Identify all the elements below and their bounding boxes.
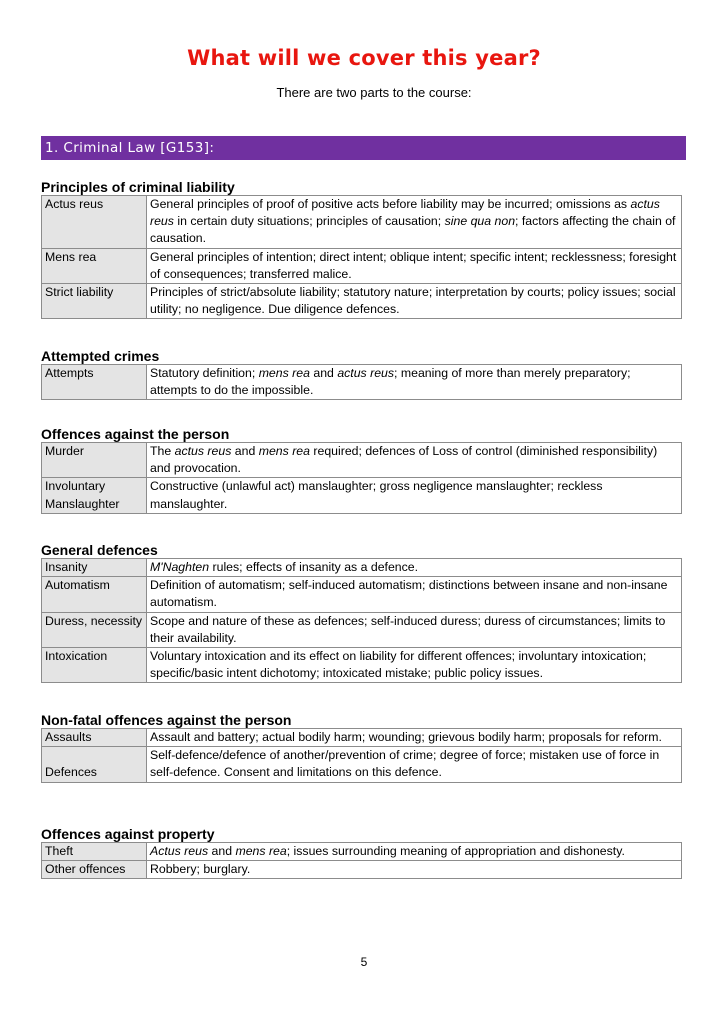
- description-text: Voluntary intoxication and its effect on liability for different offences; involuntary intoxication; specific/basic intent dichotomy; intoxicated mistake; public policy issues.: [150, 649, 647, 681]
- topic-cell: Attempts: [42, 365, 147, 400]
- page-subtitle: There are two parts to the course:: [276, 85, 472, 100]
- topic-table: [41, 842, 682, 879]
- description-text: ; factors affecting the chain of causation.: [150, 214, 676, 246]
- topic-cell: Involuntary Manslaughter: [42, 478, 147, 513]
- topic-table: [41, 195, 682, 319]
- italic-term: actus reus: [174, 444, 232, 458]
- topic-cell: Theft: [42, 843, 147, 861]
- table-row: [42, 861, 682, 879]
- topic-cell: Mens rea: [42, 248, 147, 283]
- description-cell: [147, 648, 682, 683]
- table-row: [42, 443, 682, 478]
- section-3: [41, 542, 686, 683]
- table-row: [42, 365, 682, 400]
- topic-cell: Actus reus: [42, 196, 147, 249]
- table-row: [42, 747, 682, 782]
- italic-term: mens rea: [258, 444, 310, 458]
- topic-cell: Defences: [42, 747, 147, 782]
- section-heading: Offences against property: [41, 826, 215, 842]
- topic-cell: Automatism: [42, 577, 147, 612]
- description-text: Statutory definition;: [150, 366, 259, 380]
- description-cell: [147, 559, 682, 577]
- section-heading: Principles of criminal liability: [41, 179, 235, 195]
- topic-table: [41, 558, 682, 683]
- description-cell: [147, 577, 682, 612]
- table-row: [42, 612, 682, 647]
- topic-cell: Assaults: [42, 729, 147, 747]
- section-2: [41, 426, 686, 514]
- description-cell: [147, 729, 682, 747]
- description-cell: [147, 861, 682, 879]
- description-text: Robbery; burglary.: [150, 862, 251, 877]
- section-heading: Offences against the person: [41, 426, 230, 442]
- italic-term: actus reus: [337, 366, 395, 380]
- topic-table: [41, 364, 682, 400]
- topic-cell: Intoxication: [42, 648, 147, 683]
- description-text: Constructive (unlawful act) manslaughter; gross negligence manslaughter; reckless manslaughter.: [150, 479, 603, 511]
- table-row: [42, 248, 682, 283]
- description-cell: [147, 612, 682, 647]
- description-text: and: [208, 844, 236, 858]
- description-cell: [147, 365, 682, 400]
- description-text: rules; effects of insanity as a defence.: [209, 560, 419, 574]
- section-heading: Non-fatal offences against the person: [41, 712, 292, 728]
- description-cell: [147, 747, 682, 782]
- description-text: and: [309, 366, 338, 380]
- description-cell: [147, 478, 682, 513]
- italic-term: mens rea: [235, 844, 287, 858]
- description-text: The: [150, 444, 175, 458]
- topic-cell: Strict liability: [42, 284, 147, 319]
- description-text: in certain duty situations; principles of causation;: [173, 214, 445, 229]
- description-text: General principles of proof of positive acts before liability may be incurred; omissions as: [150, 197, 631, 211]
- description-text: Principles of strict/absolute liability; statutory nature; interpretation by courts; policy issues; social utility; no negligence. Due diligence defences.: [150, 285, 676, 317]
- description-text: Scope and nature of these as defences; self-induced duress; duress of circumstances; limits to their availability.: [150, 613, 666, 645]
- description-text: General principles of intention; direct intent; oblique intent; specific intent; recklessness; foresight of consequences; transferred malice.: [150, 249, 677, 281]
- table-row: [42, 843, 682, 861]
- table-row: [42, 648, 682, 683]
- italic-term: Actus reus: [150, 844, 209, 858]
- page-title: What will we cover this year?: [187, 46, 541, 70]
- topic-cell: Other offences: [42, 861, 147, 879]
- section-heading: General defences: [41, 542, 158, 558]
- table-row: [42, 478, 682, 513]
- table-row: [42, 559, 682, 577]
- section-5: [41, 826, 686, 879]
- section-heading: Attempted crimes: [41, 348, 160, 364]
- italic-term: mens rea: [258, 366, 310, 380]
- table-row: [42, 196, 682, 249]
- description-cell: [147, 843, 682, 861]
- topic-cell: Murder: [42, 443, 147, 478]
- section-1: [41, 348, 686, 400]
- description-text: ; issues surrounding meaning of appropriation and dishonesty.: [286, 844, 625, 858]
- description-cell: [147, 196, 682, 249]
- section-banner-criminal-law: 1. Criminal Law [G153]:: [41, 136, 686, 160]
- description-text: required; defences of Loss of control (diminished responsibility) and provocation.: [150, 444, 658, 476]
- page-number: 5: [360, 955, 368, 969]
- description-text: Self-defence/defence of another/prevention of crime; degree of force; mistaken use of force in self-defence. Consent and limitations on this defence.: [150, 748, 660, 780]
- description-cell: [147, 284, 682, 319]
- topic-cell: Duress, necessity: [42, 612, 147, 647]
- table-row: [42, 577, 682, 612]
- section-4: [41, 712, 686, 783]
- description-text: and: [231, 444, 259, 458]
- description-cell: [147, 248, 682, 283]
- table-row: [42, 284, 682, 319]
- italic-term: M'Naghten: [150, 560, 210, 574]
- table-row: [42, 729, 682, 747]
- section-0: [41, 179, 686, 319]
- description-text: Assault and battery; actual bodily harm; wounding; grievous bodily harm; proposals for reform.: [150, 730, 662, 744]
- italic-term: sine qua non: [444, 214, 516, 229]
- description-text: Definition of automatism; self-induced automatism; distinctions between insane and non-insane automatism.: [150, 578, 668, 610]
- description-cell: [147, 443, 682, 478]
- topic-table: [41, 442, 682, 514]
- topic-table: [41, 728, 682, 783]
- topic-cell: Insanity: [42, 559, 147, 577]
- italic-term: actus reus: [150, 197, 660, 229]
- description-text: ; meaning of more than merely preparatory; attempts to do the impossible.: [150, 366, 631, 398]
